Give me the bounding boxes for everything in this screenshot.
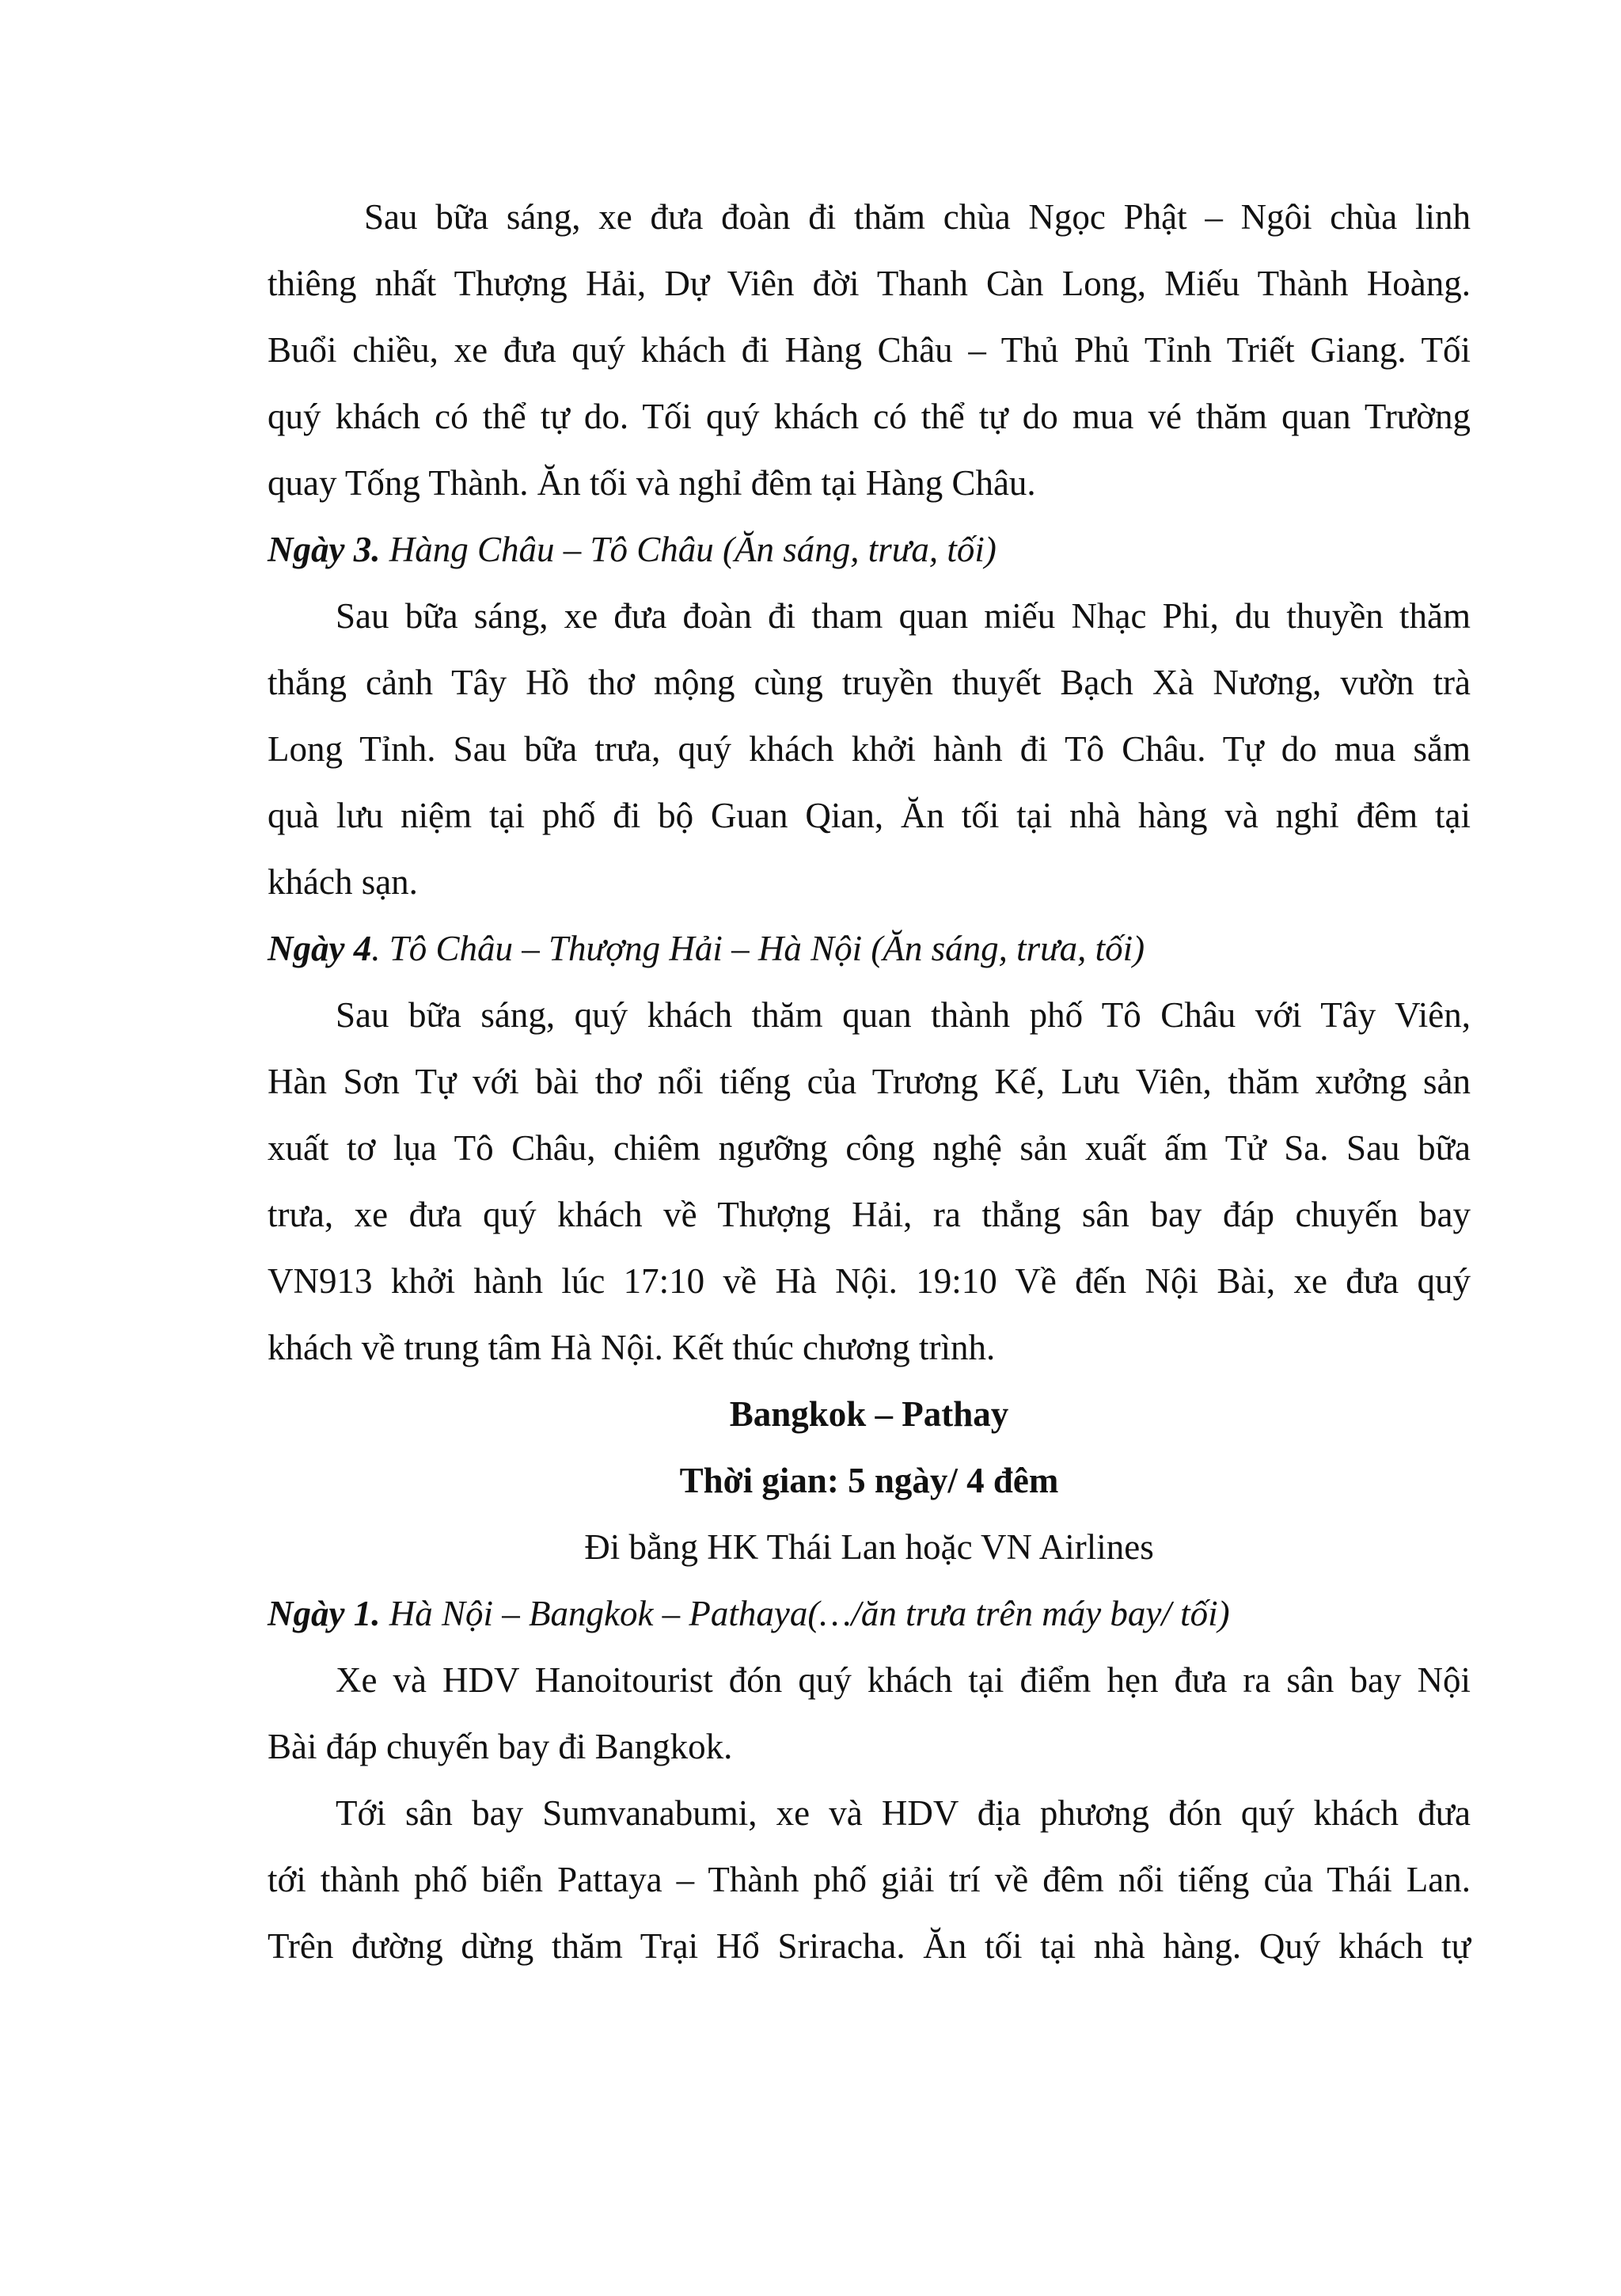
paragraph-line: thiêng nhất Thượng Hải, Dự Viên đời Thanh Càn Long, Miếu Thành Hoàng. — [268, 264, 1471, 303]
day-4-heading — [268, 915, 1471, 982]
paragraph-line: Sau bữa sáng, xe đưa đoàn đi tham quan miếu Nhạc Phi, du thuyền thăm — [336, 596, 1471, 636]
paragraph-line: khách về trung tâm Hà Nội. Kết thúc chương trình. — [268, 1328, 996, 1367]
document-page — [268, 184, 1471, 1979]
day-4-title: . Tô Châu – Thượng Hải – Hà Nội (Ăn sáng, trưa, tối) — [371, 929, 1145, 968]
tour-title: Bangkok – Pathay — [729, 1394, 1009, 1434]
paragraph-line: trưa, xe đưa quý khách về Thượng Hải, ra thẳng sân bay đáp chuyến bay — [268, 1195, 1471, 1234]
paragraph-line: quý khách có thể tự do. Tối quý khách có thể tự do mua vé thăm quan Trường — [268, 397, 1471, 436]
paragraph-line: Buổi chiều, xe đưa quý khách đi Hàng Châu – Thủ Phủ Tỉnh Triết Giang. Tối — [268, 330, 1471, 370]
paragraph-line: Long Tỉnh. Sau bữa trưa, quý khách khởi hành đi Tô Châu. Tự do mua sắm — [268, 729, 1471, 769]
day-4-label: Ngày 4 — [268, 929, 372, 968]
paragraph-line: tới thành phố biển Pattaya – Thành phố giải trí về đêm nổi tiếng của Thái Lan. — [268, 1860, 1471, 1899]
day-3-title: Hàng Châu – Tô Châu (Ăn sáng, trưa, tối) — [380, 530, 997, 569]
paragraph-line: Hàn Sơn Tự với bài thơ nổi tiếng của Trương Kế, Lưu Viên, thăm xưởng sản — [268, 1062, 1471, 1101]
paragraph-line: quà lưu niệm tại phố đi bộ Guan Qian, Ăn tối tại nhà hàng và nghỉ đêm tại — [268, 796, 1471, 835]
paragraph-line: khách sạn. — [268, 862, 418, 902]
paragraph-line: Sau bữa sáng, xe đưa đoàn đi thăm chùa Ngọc Phật – Ngôi chùa linh — [364, 197, 1471, 237]
paragraph-line: Tới sân bay Sumvanabumi, xe và HDV địa phương đón quý khách đưa — [336, 1793, 1471, 1833]
paragraph-line: VN913 khởi hành lúc 17:10 về Hà Nội. 19:10 Về đến Nội Bài, xe đưa quý — [268, 1261, 1471, 1301]
paragraph-line: Xe và HDV Hanoitourist đón quý khách tại điểm hẹn đưa ra sân bay Nội — [336, 1660, 1471, 1700]
day-3-heading — [268, 516, 1471, 583]
paragraph-line: Bài đáp chuyến bay đi Bangkok. — [268, 1727, 733, 1766]
paragraph-line: thắng cảnh Tây Hồ thơ mộng cùng truyền thuyết Bạch Xà Nương, vườn trà — [268, 663, 1471, 702]
day-1-label: Ngày 1. — [268, 1594, 381, 1633]
paragraph-line: xuất tơ lụa Tô Châu, chiêm ngưỡng công nghệ sản xuất ấm Tử Sa. Sau bữa — [268, 1128, 1471, 1168]
day-1-heading — [268, 1580, 1471, 1647]
paragraph-line: Sau bữa sáng, quý khách thăm quan thành phố Tô Châu với Tây Viên, — [336, 995, 1471, 1035]
paragraph-line: quay Tống Thành. Ăn tối và nghỉ đêm tại Hàng Châu. — [268, 463, 1036, 503]
tour-airline: Đi bằng HK Thái Lan hoặc VN Airlines — [584, 1527, 1154, 1567]
tour-duration: Thời gian: 5 ngày/ 4 đêm — [679, 1461, 1059, 1500]
day-1-title: Hà Nội – Bangkok – Pathaya(…/ăn trưa trên máy bay/ tối) — [380, 1594, 1230, 1633]
day-3-label: Ngày 3. — [268, 530, 381, 569]
paragraph-line: Trên đường dừng thăm Trại Hổ Sriracha. Ăn tối tại nhà hàng. Quý khách tự — [268, 1926, 1471, 1966]
